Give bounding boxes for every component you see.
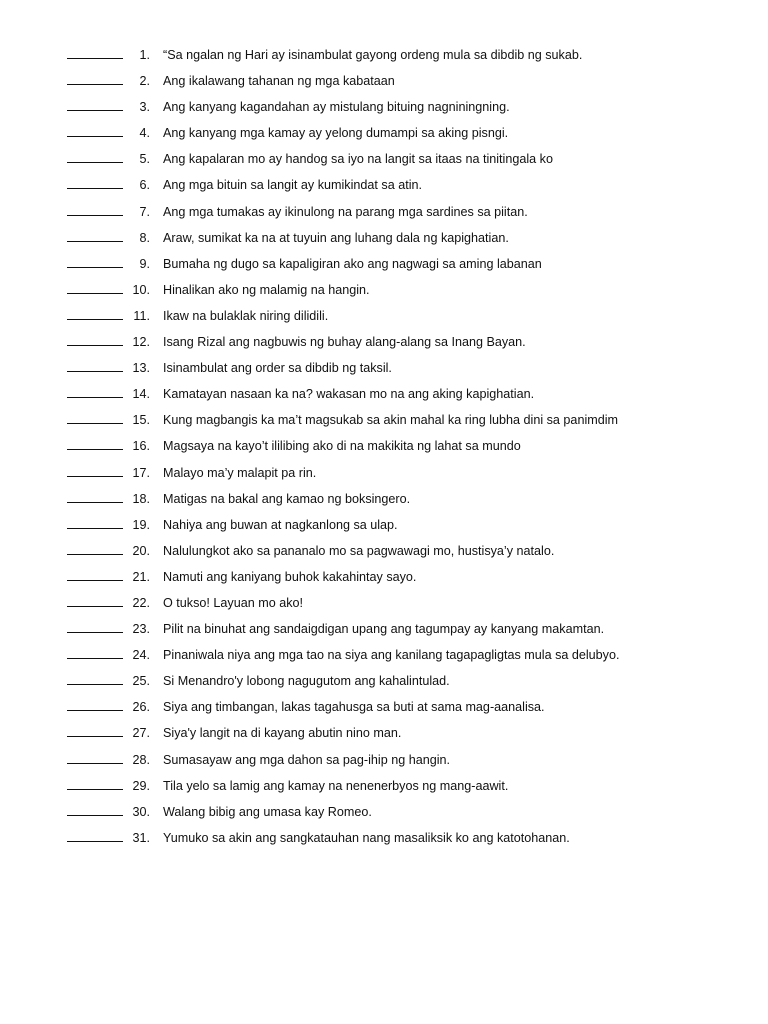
item-text: “Sa ngalan ng Hari ay isinambulat gayong ordeng mula sa dibdib ng sukab. (163, 48, 583, 62)
item-number: 17. (132, 465, 150, 480)
answer-blank[interactable] (67, 253, 123, 268)
item-number: 18. (132, 491, 150, 506)
answer-blank[interactable] (67, 357, 123, 372)
list-item (0, 120, 768, 146)
answer-blank[interactable] (67, 305, 123, 320)
list-item (0, 616, 768, 642)
item-number: 7. (139, 204, 150, 219)
list-item (0, 42, 768, 68)
list-item (0, 720, 768, 746)
item-text: Kamatayan nasaan ka na? wakasan mo na ang aking kapighatian. (163, 387, 535, 402)
item-number: 8. (139, 230, 150, 245)
answer-blank[interactable] (67, 70, 123, 85)
answer-blank[interactable] (67, 331, 123, 346)
item-text: Pinaniwala niya ang mga tao na siya ang kanilang tagapagligtas mula sa delubyo. (163, 648, 620, 663)
item-number: 26. (132, 700, 150, 715)
item-number: 6. (139, 178, 150, 193)
answer-blank[interactable] (67, 514, 123, 529)
item-text: Matigas na bakal ang kamao ng boksingero. (163, 491, 411, 506)
item-text: Pilit na binuhat ang sandaigdigan upang ang tagumpay ay kanyang makamtan. (163, 622, 605, 637)
item-text: Malayo ma’y malapit pa rin. (163, 465, 317, 480)
item-text: Si Menandro'y lobong nagugutom ang kahalintulad. (163, 674, 450, 689)
list-item (0, 799, 768, 825)
item-text: Ang kanyang kagandahan ay mistulang bituing nagniningning. (163, 100, 510, 115)
item-number: 3. (139, 100, 150, 115)
answer-blank[interactable] (67, 409, 123, 424)
list-item (0, 460, 768, 486)
item-number: 16. (132, 439, 150, 454)
item-number: 21. (132, 569, 150, 584)
list-item (0, 668, 768, 694)
item-text: Hinalikan ako ng malamig na hangin. (163, 282, 370, 297)
item-text: Magsaya na kayo’t ililibing ako di na makikita ng lahat sa mundo (163, 439, 521, 454)
list-item (0, 407, 768, 433)
answer-blank[interactable] (67, 566, 123, 581)
item-text: Tila yelo sa lamig ang kamay na nenenerbyos ng mang-aawit. (163, 778, 509, 793)
item-text: Araw, sumikat ka na at tuyuin ang luhang dala ng kapighatian. (163, 230, 509, 245)
item-number: 11. (133, 308, 150, 323)
answer-blank[interactable] (67, 670, 123, 685)
list-item (0, 538, 768, 564)
list-item (0, 251, 768, 277)
item-number: 9. (139, 256, 150, 271)
item-number: 15. (132, 413, 150, 428)
answer-blank[interactable] (67, 174, 123, 189)
list-item (0, 694, 768, 720)
list-item (0, 512, 768, 538)
list-item (0, 433, 768, 459)
answer-blank[interactable] (67, 488, 123, 503)
list-item (0, 68, 768, 94)
answer-blank[interactable] (67, 592, 123, 607)
list-item (0, 329, 768, 355)
item-text: Siya ang timbangan, lakas tagahusga sa buti at sama mag-aanalisa. (163, 700, 545, 715)
item-number: 10. (132, 282, 150, 297)
item-text: Ang ikalawang tahanan ng mga kabataan (163, 74, 395, 89)
answer-blank[interactable] (67, 749, 123, 764)
item-number: 5. (139, 152, 150, 167)
item-text: Ang kanyang mga kamay ay yelong dumampi sa aking pisngi. (163, 126, 509, 141)
item-text: Nahiya ang buwan at nagkanlong sa ulap. (163, 517, 398, 532)
answer-blank[interactable] (67, 44, 123, 59)
item-number: 29. (132, 778, 150, 793)
item-text: Yumuko sa akin ang sangkatauhan nang masaliksik ko ang katotohanan. (163, 830, 570, 845)
list-item (0, 277, 768, 303)
list-item (0, 303, 768, 329)
answer-blank[interactable] (67, 462, 123, 477)
answer-blank[interactable] (67, 227, 123, 242)
answer-blank[interactable] (67, 201, 123, 216)
worksheet-list (0, 42, 768, 851)
item-number: 30. (132, 804, 150, 819)
list-item (0, 590, 768, 616)
list-item (0, 773, 768, 799)
answer-blank[interactable] (67, 644, 123, 659)
answer-blank[interactable] (67, 148, 123, 163)
item-number: 1. (139, 48, 150, 62)
item-number: 27. (132, 726, 150, 741)
item-text: Isang Rizal ang nagbuwis ng buhay alang-alang sa Inang Bayan. (163, 335, 526, 350)
item-number: 19. (132, 517, 150, 532)
item-number: 24. (132, 648, 150, 663)
list-item (0, 642, 768, 668)
item-text: Isinambulat ang order sa dibdib ng taksil. (163, 361, 392, 376)
item-text: O tukso! Layuan mo ako! (163, 595, 304, 610)
item-text: Ang mga bituin sa langit ay kumikindat sa atin. (163, 178, 423, 193)
item-number: 31. (132, 830, 150, 845)
item-number: 22. (132, 595, 150, 610)
item-text: Walang bibig ang umasa kay Romeo. (163, 804, 372, 819)
list-item (0, 199, 768, 225)
list-item (0, 564, 768, 590)
item-number: 28. (132, 752, 150, 767)
list-item (0, 747, 768, 773)
answer-blank[interactable] (67, 827, 123, 842)
item-text: Ang kapalaran mo ay handog sa iyo na langit sa itaas na tinitingala ko (163, 152, 553, 167)
item-text: Ikaw na bulaklak niring dilidili. (163, 308, 329, 323)
item-text: Ang mga tumakas ay ikinulong na parang mga sardines sa piitan. (163, 204, 528, 219)
list-item (0, 94, 768, 120)
item-number: 12. (132, 335, 150, 350)
item-number: 20. (132, 543, 150, 558)
item-text: Bumaha ng dugo sa kapaligiran ako ang nagwagi sa aming labanan (163, 256, 542, 271)
list-item (0, 146, 768, 172)
item-number: 2. (139, 74, 150, 89)
answer-blank[interactable] (67, 122, 123, 137)
item-number: 13. (132, 361, 150, 376)
item-text: Nalulungkot ako sa pananalo mo sa pagwawagi mo, hustisya’y natalo. (163, 543, 555, 558)
list-item (0, 381, 768, 407)
list-item (0, 486, 768, 512)
answer-blank[interactable] (67, 383, 123, 398)
answer-blank[interactable] (67, 279, 123, 294)
answer-blank[interactable] (67, 801, 123, 816)
list-item (0, 225, 768, 251)
answer-blank[interactable] (67, 775, 123, 790)
answer-blank[interactable] (67, 618, 123, 633)
item-text: Sumasayaw ang mga dahon sa pag-ihip ng hangin. (163, 752, 451, 767)
item-text: Kung magbangis ka ma’t magsukab sa akin mahal ka ring lubha dini sa panimdim (163, 413, 619, 428)
answer-blank[interactable] (67, 722, 123, 737)
item-text: Namuti ang kaniyang buhok kakahintay sayo. (163, 569, 417, 584)
item-number: 14. (132, 387, 150, 402)
answer-blank[interactable] (67, 435, 123, 450)
list-item (0, 172, 768, 198)
item-text: Siya'y langit na di kayang abutin nino man. (163, 726, 402, 741)
answer-blank[interactable] (67, 696, 123, 711)
item-number: 4. (139, 126, 150, 141)
answer-blank[interactable] (67, 96, 123, 111)
list-item (0, 355, 768, 381)
answer-blank[interactable] (67, 540, 123, 555)
item-number: 23. (132, 622, 150, 637)
item-number: 25. (132, 674, 150, 689)
list-item (0, 825, 768, 851)
